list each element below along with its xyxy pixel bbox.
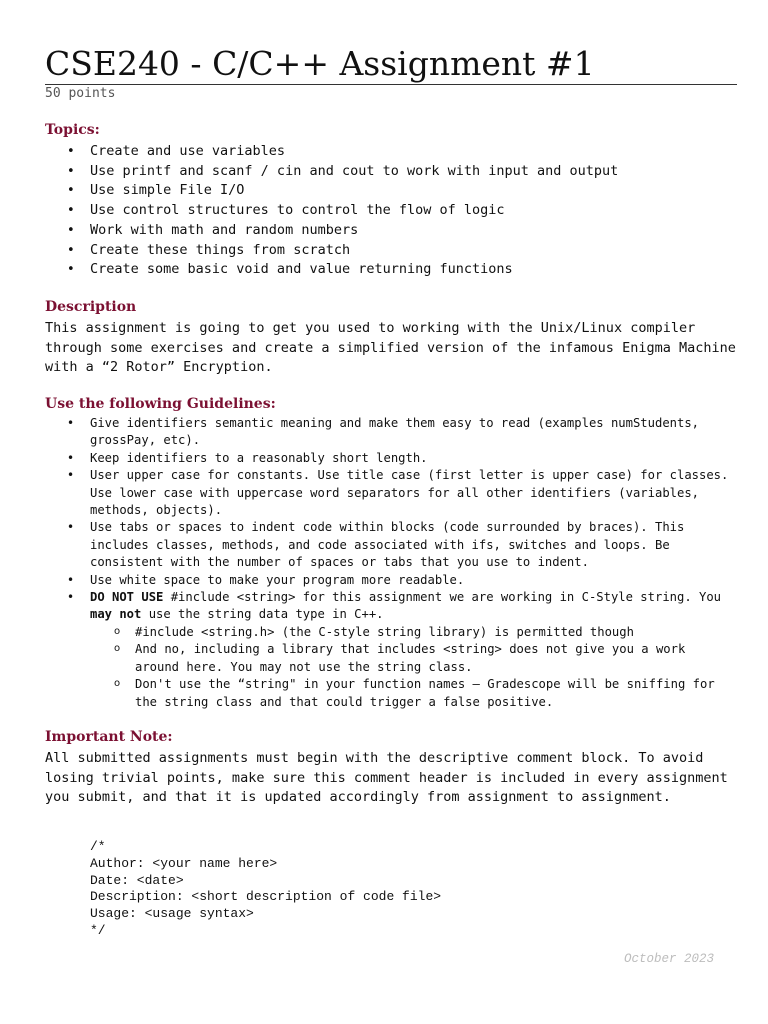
topics-heading: Topics: bbox=[45, 122, 100, 138]
topic-item: • Use printf and scanf / cin and cout to work with input and output bbox=[45, 162, 745, 182]
guideline-item: • Give identifiers semantic meaning and make them easy to read (examples numStudents, grossPay, etc). bbox=[45, 415, 735, 450]
important-note-heading: Important Note: bbox=[45, 729, 173, 745]
guideline-item: • User upper case for constants. Use title case (first letter is upper case) for classes. Use lower case with uppercase word separators for all other identifiers (variables, methods, objects). bbox=[45, 467, 735, 519]
sublist-item: o Don't use the “string" in your function names – Gradescope will be sniffing for the string class and that could trigger a false positive. bbox=[90, 676, 735, 711]
topic-item: • Use simple File I/O bbox=[45, 181, 745, 201]
guidelines-heading: Use the following Guidelines: bbox=[45, 396, 276, 412]
string-rule-text-end: use the string data type in C++. bbox=[141, 607, 384, 622]
topic-item: • Create and use variables bbox=[45, 142, 745, 162]
code-line: Author: <your name here> bbox=[90, 855, 278, 871]
page-title: CSE240 - C/C++ Assignment #1 bbox=[45, 44, 595, 83]
important-note-text: All submitted assignments must begin with the descriptive comment block. To avoid losing trivial points, make sure this comment header is included in every assignment you submit, and that it is updated accordingly from assignment to assignment. bbox=[45, 750, 728, 805]
code-line: Usage: <usage syntax> bbox=[90, 906, 254, 922]
topic-item: • Create some basic void and value returning functions bbox=[45, 260, 745, 280]
guidelines-list bbox=[45, 415, 735, 711]
code-line: */ bbox=[90, 922, 106, 938]
guideline-item: • Use tabs or spaces to indent code within blocks (code surrounded by braces). This includes classes, methods, and code associated with ifs, switches and loops. Be consistent with the number of spaces or tabs that you use to indent. bbox=[45, 519, 735, 571]
code-line: Description: <short description of code file> bbox=[90, 889, 442, 905]
string-rule-text: #include <string> for this assignment we are working in C-Style string. You bbox=[163, 590, 722, 605]
string-rule-sublist bbox=[90, 624, 735, 711]
guideline-item: • Use white space to make your program more readable. bbox=[45, 572, 735, 589]
description-text: This assignment is going to get you used to working with the Unix/Linux compiler through some exercises and create a simplified version of the infamous Enigma Machine with a “2 Rotor” Encryption. bbox=[45, 320, 736, 375]
do-not-use-emphasis: DO NOT USE bbox=[90, 590, 164, 605]
points-subtitle: 50 points bbox=[45, 86, 116, 101]
description-heading: Description bbox=[45, 299, 137, 315]
sublist-item: o #include <string.h> (the C-style string library) is permitted though bbox=[90, 624, 735, 641]
topics-list bbox=[45, 142, 745, 280]
may-not-emphasis: may not bbox=[90, 607, 142, 622]
topic-item: • Work with math and random numbers bbox=[45, 221, 745, 241]
footer-date: October 2023 bbox=[624, 952, 715, 966]
guideline-item: • Keep identifiers to a reasonably short length. bbox=[45, 450, 735, 467]
topic-item: • Create these things from scratch bbox=[45, 241, 745, 261]
sublist-item: o And no, including a library that includes <string> does not give you a work around here. You may not use the string class. bbox=[90, 641, 735, 676]
title-underline bbox=[45, 84, 737, 85]
code-line: Date: <date> bbox=[90, 872, 184, 888]
comment-block-sample bbox=[90, 839, 441, 940]
topic-item: • Use control structures to control the flow of logic bbox=[45, 201, 745, 221]
code-line: /* bbox=[90, 839, 106, 854]
guideline-item-string-rule bbox=[45, 589, 735, 711]
